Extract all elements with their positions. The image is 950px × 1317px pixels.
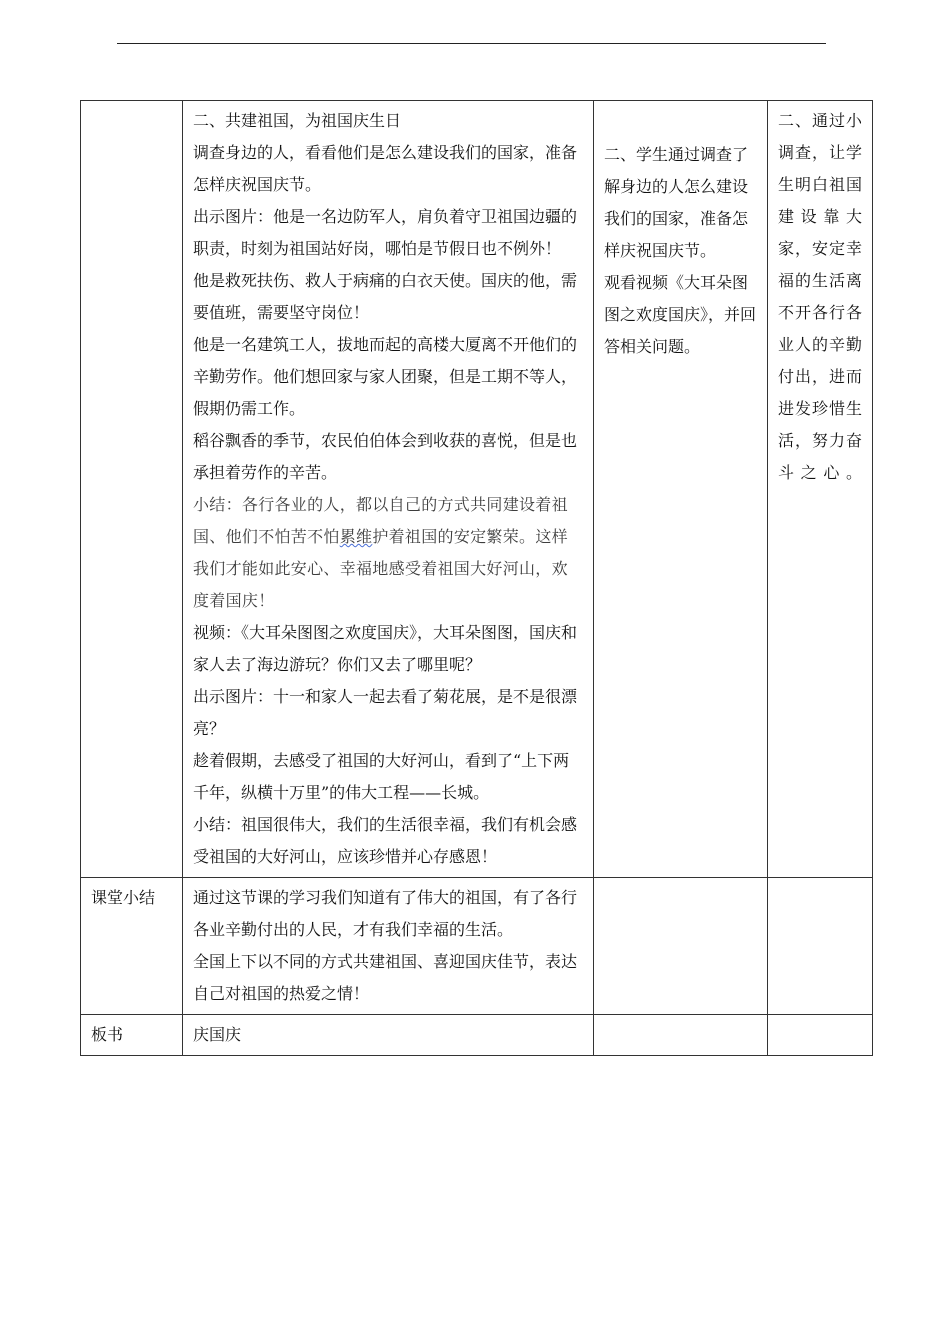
row-label-empty <box>81 101 183 878</box>
empty-cell <box>768 1015 873 1056</box>
spellcheck-underline: 累维 <box>339 527 373 546</box>
paragraph: 他是一名建筑工人，拔地而起的高楼大厦离不开他们的辛勤劳作。他们想回家与家人团聚，但是工期不等人，假期仍需工作。 <box>193 335 578 418</box>
paragraph: 二、通过小调查，让学生明白祖国建设靠大家，安定幸福的生活离不开各行各业人的辛勤付出，进而进发珍惜生活，努力奋斗之心。 <box>778 111 862 482</box>
paragraph: 出示图片：他是一名边防军人，肩负着守卫祖国边疆的职责，时刻为祖国站好岗，哪怕是节假日也不例外！ <box>193 207 578 258</box>
header-rule <box>117 43 826 44</box>
paragraph: 全国上下以不同的方式共建祖国、喜迎国庆佳节，表达自己对祖国的热爱之情！ <box>193 952 578 1003</box>
blackboard-row <box>81 1015 873 1056</box>
paragraph: 他是救死扶伤、救人于病痛的白衣天使。国庆的他，需要值班，需要坚守岗位！ <box>193 271 578 322</box>
paragraph: 小结：祖国很伟大，我们的生活很幸福，我们有机会感受祖国的大好河山，应该珍惜并心存感恩！ <box>193 815 578 866</box>
paragraph: 趁着假期，去感受了祖国的大好河山，看到了“上下两千年，纵横十万里”的伟大工程——长城。 <box>193 751 570 802</box>
paragraph: 二、学生通过调查了解身边的人怎么建设我们的国家，准备怎样庆祝国庆节。 <box>604 145 749 260</box>
empty-cell <box>594 878 768 1015</box>
paragraph: 调查身边的人，看看他们是怎么建设我们的国家，准备怎样庆祝国庆节。 <box>193 143 578 194</box>
teacher-activity-cell <box>183 101 594 878</box>
row-label: 课堂小结 <box>81 878 183 1015</box>
blackboard-content: 庆国庆 <box>183 1015 594 1056</box>
class-summary-row <box>81 878 873 1015</box>
row-label: 板书 <box>81 1015 183 1056</box>
paragraph: 通过这节课的学习我们知道有了伟大的祖国，有了各行各业辛勤付出的人民，才有我们幸福的生活。 <box>193 888 578 939</box>
paragraph: 出示图片：十一和家人一起去看了菊花展，是不是很漂亮？ <box>193 687 578 738</box>
paragraph: 稻谷飘香的季节，农民伯伯体会到收获的喜悦，但是也承担着劳作的辛苦。 <box>193 431 578 482</box>
summary-cell <box>183 878 594 1015</box>
teaching-process-row <box>81 101 873 878</box>
lesson-plan-table <box>80 100 873 1056</box>
paragraph: 视频：《大耳朵图图之欢度国庆》，大耳朵图图，国庆和家人去了海边游玩？你们又去了哪里呢？ <box>193 623 578 674</box>
paragraph: 观看视频《大耳朵图图之欢度国庆》，并回答相关问题。 <box>604 273 757 356</box>
empty-cell <box>768 878 873 1015</box>
summary-text-image: 小结：各行各业的人，都以自己的方式共同建设着祖国、他们不怕苦不怕累维护着祖国的安定繁荣。这样我们才能如此安心、幸福地感受着祖国大好河山，欢度着国庆！ <box>193 495 568 610</box>
student-activity-cell <box>594 101 768 878</box>
design-intent-cell <box>768 101 873 878</box>
section-heading: 二、共建祖国，为祖国庆生日 <box>193 111 402 130</box>
empty-cell <box>594 1015 768 1056</box>
